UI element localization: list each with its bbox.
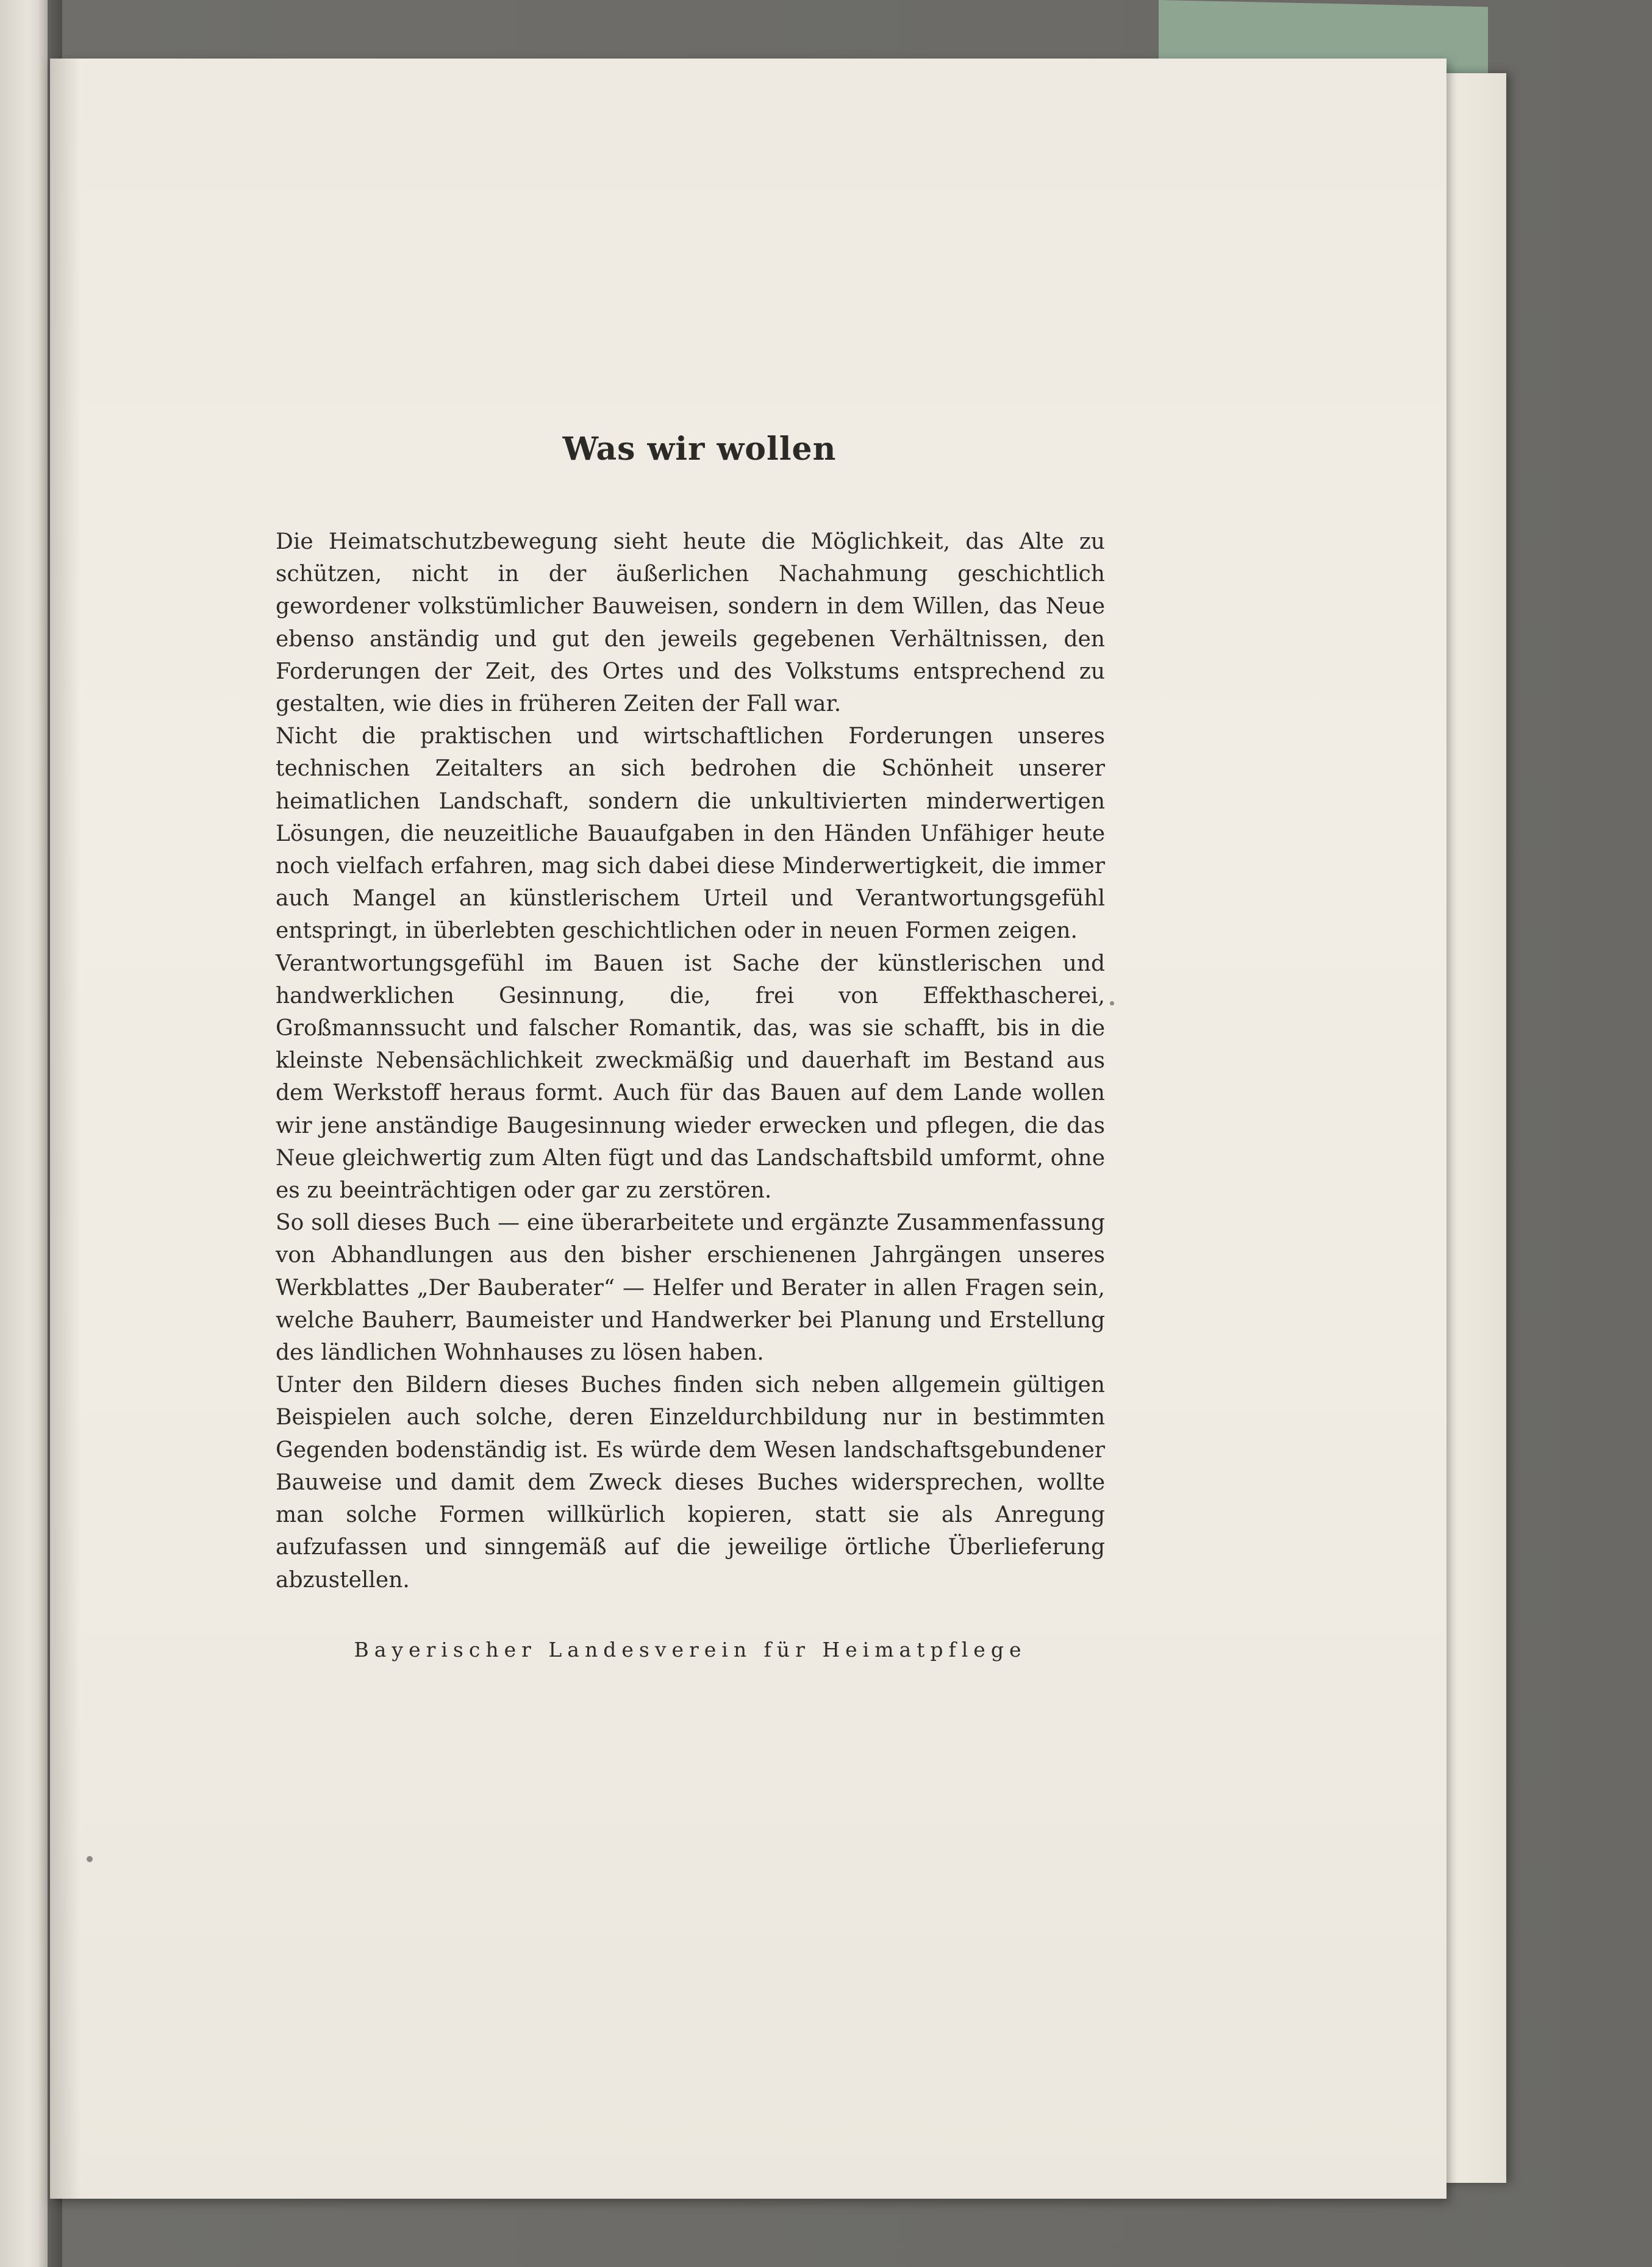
paragraph-1: Die Heimatschutzbewegung sieht heute die Möglichkeit, das Alte zu schützen, nicht in der äußerlichen Nachahmung geschichtlich gewordener volkstümlicher Bauweisen, sondern in dem Willen, das Neue ebenso anständig und gut den jeweils gegebenen Verhältnissen, den Forderungen der Zeit, des Ortes und des Volkstums entsprechend zu gestalten, wie dies in früheren Zeiten der Fall war. [276, 529, 1105, 717]
paragraph-4: So soll dieses Buch — eine überarbeitete und ergänzte Zusammenfassung von Abhandlungen aus den bisher erschienenen Jahrgängen unseres Werkblattes „Der Bauberater“ — Helfer und Berater in allen Fragen sein, welche Bauherr, Baumeister und Handwerker bei Planung und Erstellung des ländlichen Wohnhauses zu lösen haben. [276, 1210, 1105, 1366]
paragraph-5: Unter den Bildern dieses Buches finden sich neben allgemein gültigen Beispielen auch solche, deren Einzeldurchbildung nur in bestimmten Gegenden bodenständig ist. Es würde dem Wesen landschaftsgebundener Bauweise und damit dem Zweck dieses Buches widersprechen, wollte man solche Formen willkürlich kopieren, statt sie als Anregung aufzufassen und sinngemäß auf die jeweilige örtliche Überlieferung abzustellen. [276, 1373, 1105, 1593]
page-title: Was wir wollen [562, 430, 837, 468]
paper-speck [1110, 1001, 1114, 1005]
paper-speck [87, 1856, 93, 1862]
body-text [276, 526, 1105, 1596]
paragraph-2: Nicht die praktischen und wirtschaftlichen Forderungen unseres technischen Zeitalters an sich bedrohen die Schönheit unserer heimatlichen Landschaft, sondern die unkultivierten minderwertigen Lösungen, die neuzeitliche Bauaufgaben in den Händen Unfähiger heute noch vielfach erfahren, mag sich dabei diese Minderwertigkeit, die immer auch Mangel an künstlerischem Urteil und Verantwortungsgefühl entspringt, in überlebten geschichtlichen oder in neuen Formen zeigen. [276, 724, 1105, 944]
signature-line: Bayerischer Landesverein für Heimatpflege [354, 1638, 1027, 1662]
page-stack-edge [1439, 73, 1506, 2183]
paragraph-3: Verantwortungsgefühl im Bauen ist Sache der künstlerischen und handwerklichen Gesinnung, die, frei von Effekthascherei, Großmannssucht und falscher Romantik, das, was sie schafft, bis in die kleinste Nebensächlichkeit zweckmäßig und dauerhaft im Bestand aus dem Werkstoff heraus formt. Auch für das Bauen auf dem Lande wollen wir jene anständige Baugesinnung wieder erwecken und pflegen, die das Neue gleichwertig zum Alten fügt und das Landschaftsbild umformt, ohne es zu beeinträchtigen oder gar zu zerstören. [276, 951, 1105, 1204]
book-page [50, 59, 1446, 2199]
